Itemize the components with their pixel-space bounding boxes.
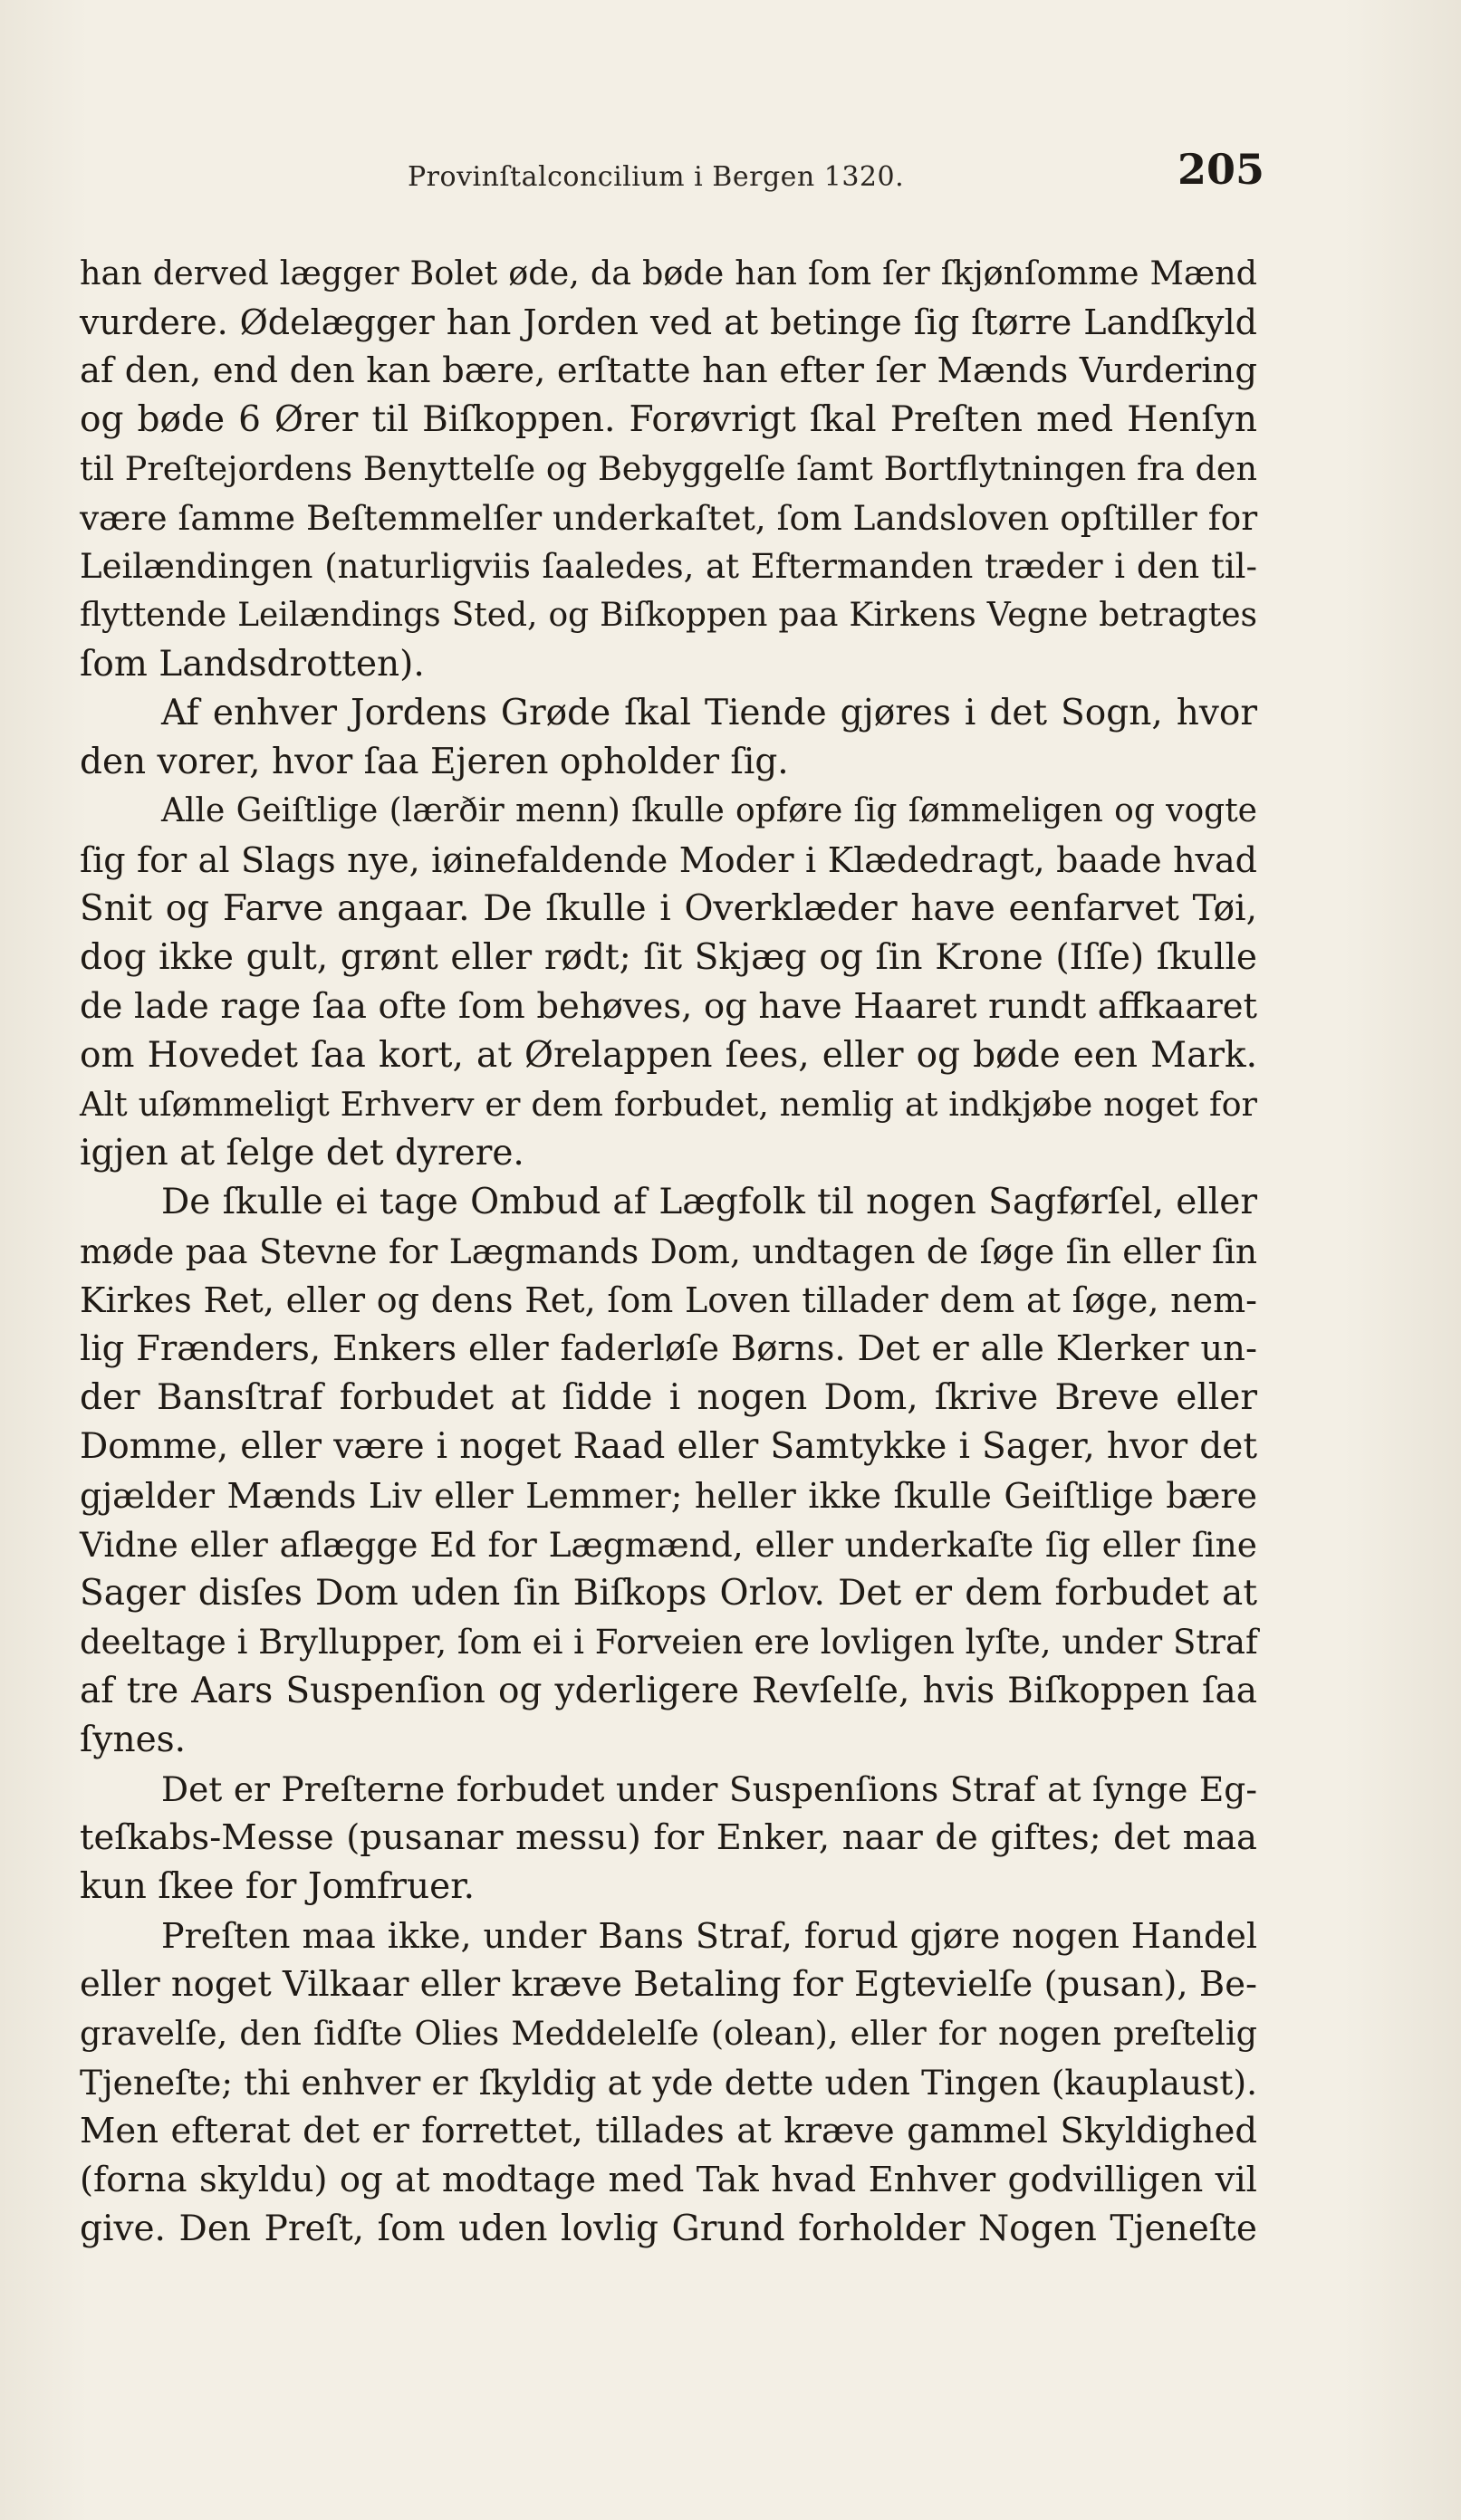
text-line: Snit og Farve angaar. De ſkulle i Overklæder have eenfarvet Tøi,	[80, 888, 1257, 929]
text-line: om Hovedet ſaa kort, at Ørelappen ſees, eller og bøde een Mark.	[80, 1035, 1257, 1076]
text-line: den vorer, hvor ſaa Ejeren opholder ſig.	[80, 742, 789, 782]
page-number: 205	[1177, 145, 1265, 194]
text-line: (forna skyldu) og at modtage med Tak hvad Enhver godvilligen vil	[80, 2160, 1257, 2200]
text-line: igjen at ſelge det dyrere.	[80, 1133, 524, 1174]
text-line: Tjeneſte; thi enhver er ſkyldig at yde dette uden Tingen (kauplaust).	[80, 2063, 1257, 2103]
text-line: dog ikke gult, grønt eller rødt; ſit Skjæg og ſin Krone (Iſſe) ſkulle	[80, 937, 1257, 978]
text-line: være ſamme Beſtemmelſer underkaſtet, ſom Landsloven opſtiller for	[80, 498, 1258, 538]
text-line: Vidne eller aflægge Ed for Lægmænd, eller underkaſte ſig eller ſine	[80, 1525, 1257, 1565]
text-line: ſig for al Slags nye, iøinefaldende Moder i Klædedragt, baade hvad	[80, 840, 1257, 880]
text-line: gjælder Mænds Liv eller Lemmer; heller ikke ſkulle Geiſtlige bære	[80, 1476, 1257, 1516]
text-line: ſynes.	[80, 1720, 187, 1760]
text-line: Preſten maa ikke, under Bans Straf, forud gjøre nogen Handel	[161, 1916, 1257, 1956]
text-line: Domme, eller være i noget Raad eller Samtykke i Sager, hvor det	[80, 1426, 1257, 1467]
text-line: møde paa Stevne for Lægmands Dom, undtagen de ſøge ſin eller ſin	[80, 1231, 1257, 1271]
text-line: teſkabs-Messe (pusanar messu) for Enker, naar de giftes; det maa	[80, 1817, 1257, 1858]
text-line: Men efterat det er forrettet, tillades at kræve gammel Skyldighed	[80, 2111, 1257, 2151]
text-line: gravelſe, den ſidſte Olies Meddelelſe (olean), eller for nogen preſtelig	[80, 2014, 1257, 2053]
text-line: give. Den Preſt, ſom uden lovlig Grund forholder Nogen Tjeneſte	[80, 2209, 1257, 2249]
text-line: af den, end den kan bære, erſtatte han efter ſer Mænds Vurdering	[80, 350, 1257, 391]
text-line: Leilændingen (naturligviis ſaaledes, at Eftermanden træder i den til-	[80, 547, 1257, 586]
text-line: han derved lægger Bolet øde, da bøde han ſom ſer ſkjønſomme Mænd	[80, 254, 1257, 292]
text-line: og bøde 6 Ører til Biſkoppen. Forøvrigt ſkal Preſten med Henſyn	[80, 399, 1257, 440]
text-line: flyttende Leilændings Sted, og Biſkoppen paa Kirkens Vegne betragtes	[80, 597, 1257, 634]
text-line: Alt uſømmeligt Erhverv er dem forbudet, nemlig at indkjøbe noget for	[80, 1085, 1257, 1124]
text-line: deeltage i Bryllupper, ſom ei i Forveien ere lovligen lyſte, under Straf	[80, 1623, 1258, 1662]
text-line: lig Frænders, Enkers eller faderløſe Børns. Det er alle Klerker un-	[80, 1328, 1257, 1369]
text-line: ſom Landsdrotten).	[80, 644, 425, 685]
text-line: kun ſkee for Jomfruer.	[80, 1866, 475, 1907]
text-line: eller noget Vilkaar eller kræve Betaling for Egtevielſe (pusan), Be-	[80, 1964, 1257, 2005]
text-line: Sager disſes Dom uden ſin Biſkops Orlov. Det er dem forbudet at	[80, 1573, 1257, 1614]
text-line: de lade rage ſaa ofte ſom behøves, og have Haaret rundt affkaaret	[80, 986, 1257, 1027]
text-line: Alle Geiſtlige (lærðir menn) ſkulle opføre ſig ſømmeligen og vogte	[161, 792, 1257, 829]
running-title: Provinſtalconcilium i Bergen 1320.	[408, 161, 905, 193]
text-line: af tre Aars Suspenſion og yderligere Revſelſe, hvis Biſkoppen ſaa	[80, 1671, 1257, 1711]
text-line: Kirkes Ret, eller og dens Ret, ſom Loven tillader dem at ſøge, nem-	[80, 1280, 1257, 1320]
text-line: der Bansſtraf forbudet at ſidde i nogen Dom, ſkrive Breve eller	[80, 1377, 1257, 1418]
text-line: Det er Preſterne forbudet under Suspenſions Straf at ſynge Eg-	[161, 1769, 1257, 1809]
text-line: vurdere. Ødelægger han Jorden ved at betinge ſig ſtørre Landſkyld	[80, 302, 1257, 342]
body-text	[80, 249, 1257, 2254]
text-line: til Preſtejordens Benyttelſe og Bebyggelſe ſamt Bortflytningen fra den	[80, 449, 1257, 488]
text-line: De ſkulle ei tage Ombud af Lægfolk til nogen Sagførſel, eller	[161, 1182, 1257, 1222]
text-line: Af enhver Jordens Grøde ſkal Tiende gjøres i det Sogn, hvor	[161, 693, 1257, 733]
